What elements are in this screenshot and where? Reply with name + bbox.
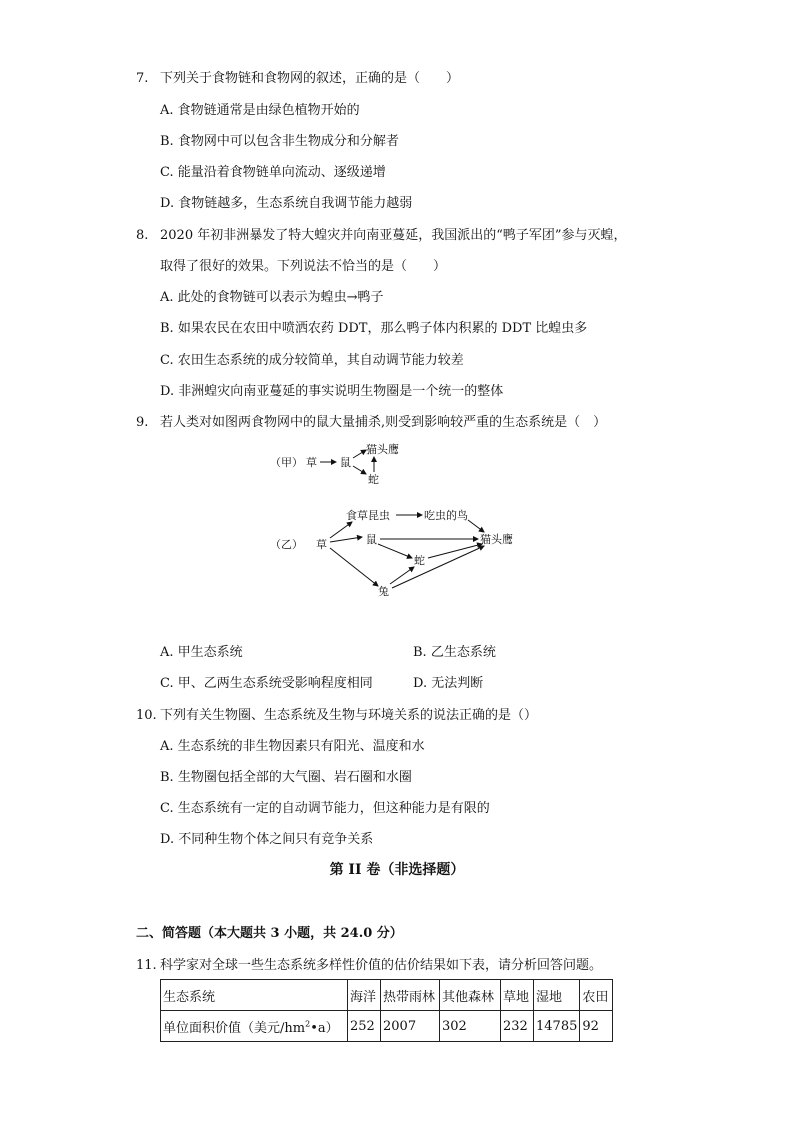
table-header-cell: 生态系统 <box>161 980 348 1011</box>
table-row <box>161 1011 613 1042</box>
question-number: 8. <box>136 228 149 243</box>
q8-option-b: B. 如果农民在农田中喷洒农药 DDT，那么鸭子体内积累的 DDT 比蝗虫多 <box>160 321 588 336</box>
q10-option-a: A. 生态系统的非生物因素只有阳光、温度和水 <box>160 739 425 754</box>
table-cell: 2007 <box>381 1011 440 1042</box>
question-number: 7. <box>136 71 149 86</box>
question-11-stem <box>136 954 602 973</box>
table-cell: 92 <box>580 1011 613 1042</box>
diagram-jia-cao: 草 <box>306 456 317 469</box>
q8-option-a: A. 此处的食物链可以表示为蝗虫→鸭子 <box>160 290 384 305</box>
food-web-diagram <box>260 436 540 606</box>
question-7-stem <box>136 67 459 86</box>
question-text: 科学家对全球一些生态系统多样性价值的估价结果如下表，请分析回答问题。 <box>160 958 603 973</box>
q8-option-d: D. 非洲蝗灾向南亚蔓延的事实说明生物圈是一个统一的整体 <box>160 384 504 399</box>
question-8-stem <box>136 224 627 243</box>
q8-option-c: C. 农田生态系统的成分较简单，其自动调节能力较差 <box>160 353 464 368</box>
question-text: 若人类对如图两食物网中的鼠大量捕杀,则受到影响较严重的生态系统是（ ） <box>160 415 607 430</box>
question-10-stem <box>136 704 537 723</box>
arrow-cao-tu <box>330 548 378 586</box>
question-number: 11. <box>136 958 157 973</box>
q9-option-c: C. 甲、乙两生态系统受影响程度相同 <box>160 676 373 691</box>
section-title: 第 II 卷（非选择题） <box>329 862 465 878</box>
valuation-table <box>160 979 613 1042</box>
diagram-yi-kunchong: 食草昆虫 <box>346 509 390 522</box>
table-cell: 302 <box>440 1011 501 1042</box>
arrow-cao-kunchong <box>330 522 352 538</box>
question-text: 下列关于食物链和食物网的叙述，正确的是（ ） <box>160 71 460 86</box>
q10-option-b: B. 生物圈包括全部的大气圈、岩石圈和水圈 <box>160 770 412 785</box>
diagram-jia-she: 蛇 <box>368 473 379 486</box>
q9-option-b: B. 乙生态系统 <box>413 645 496 660</box>
diagram-jia-label: （甲） <box>270 456 303 469</box>
q7-option-d: D. 食物链越多，生态系统自我调节能力越弱 <box>160 196 413 211</box>
q7-option-a: A. 食物链通常是由绿色植物开始的 <box>160 103 360 118</box>
q9-option-d: D. 无法判断 <box>413 676 484 691</box>
arrow-shu-ying <box>353 450 366 458</box>
table-cell: 252 <box>348 1011 381 1042</box>
question-number: 10. <box>136 708 157 723</box>
diagram-yi-ying: 猫头鹰 <box>480 533 513 546</box>
q7-option-c: C. 能量沿着食物链单向流动、逐级递增 <box>160 165 386 180</box>
arrow-shu-she <box>353 466 366 474</box>
table-header-cell: 海洋 <box>348 980 381 1011</box>
diagram-jia-ying: 猫头鹰 <box>366 443 399 456</box>
table-cell: 232 <box>501 1011 534 1042</box>
arrow-cao-shu <box>330 537 362 542</box>
arrow-tu-she <box>390 567 414 584</box>
table-header-cell: 湿地 <box>534 980 580 1011</box>
diagram-yi-label: （乙） <box>270 538 303 551</box>
arrow-niao-ying <box>468 520 484 532</box>
table-cell: 14785 <box>534 1011 580 1042</box>
q9-option-a: A. 甲生态系统 <box>160 645 243 660</box>
question-number: 9. <box>136 415 149 430</box>
diagram-yi-niao: 吃虫的鸟 <box>424 509 468 522</box>
question-text: 2020 年初非洲暴发了特大蝗灾并向南亚蔓延，我国派出的“鸭子军团”参与灭蝗， <box>160 228 627 243</box>
diagram-yi-cao: 草 <box>316 538 327 551</box>
table-row-label: 单位面积价值（美元$/hm^2•a$） <box>161 1011 348 1042</box>
diagram-jia-shu: 鼠 <box>340 456 351 469</box>
question-text: 下列有关生物圈、生态系统及生物与环境关系的说法正确的是（） <box>160 708 538 723</box>
question-8-stem-continued: 取得了很好的效果。下列说法不恰当的是（ ） <box>160 259 447 274</box>
diagram-yi-she: 蛇 <box>414 554 425 567</box>
q10-option-d: D. 不同种生物个体之间只有竞争关系 <box>160 832 374 847</box>
diagram-yi-shu: 鼠 <box>366 533 377 546</box>
table-header-cell: 其他森林 <box>440 980 501 1011</box>
q7-option-b: B. 食物网中可以包含非生物成分和分解者 <box>160 134 399 149</box>
table-row <box>161 980 613 1011</box>
table-header-cell: 热带雨林 <box>381 980 440 1011</box>
diagram-yi-tu: 兔 <box>378 585 389 598</box>
arrow-tu-ying <box>392 546 484 588</box>
table-header-cell: 草地 <box>501 980 534 1011</box>
arrow-shu-she <box>378 544 412 558</box>
part-title: 二、简答题（本大题共 3 小题，共 24.0 分） <box>136 926 403 941</box>
table-header-cell: 农田 <box>580 980 613 1011</box>
question-9-stem <box>136 411 606 430</box>
q10-option-c: C. 生态系统有一定的自动调节能力，但这种能力是有限的 <box>160 801 490 816</box>
